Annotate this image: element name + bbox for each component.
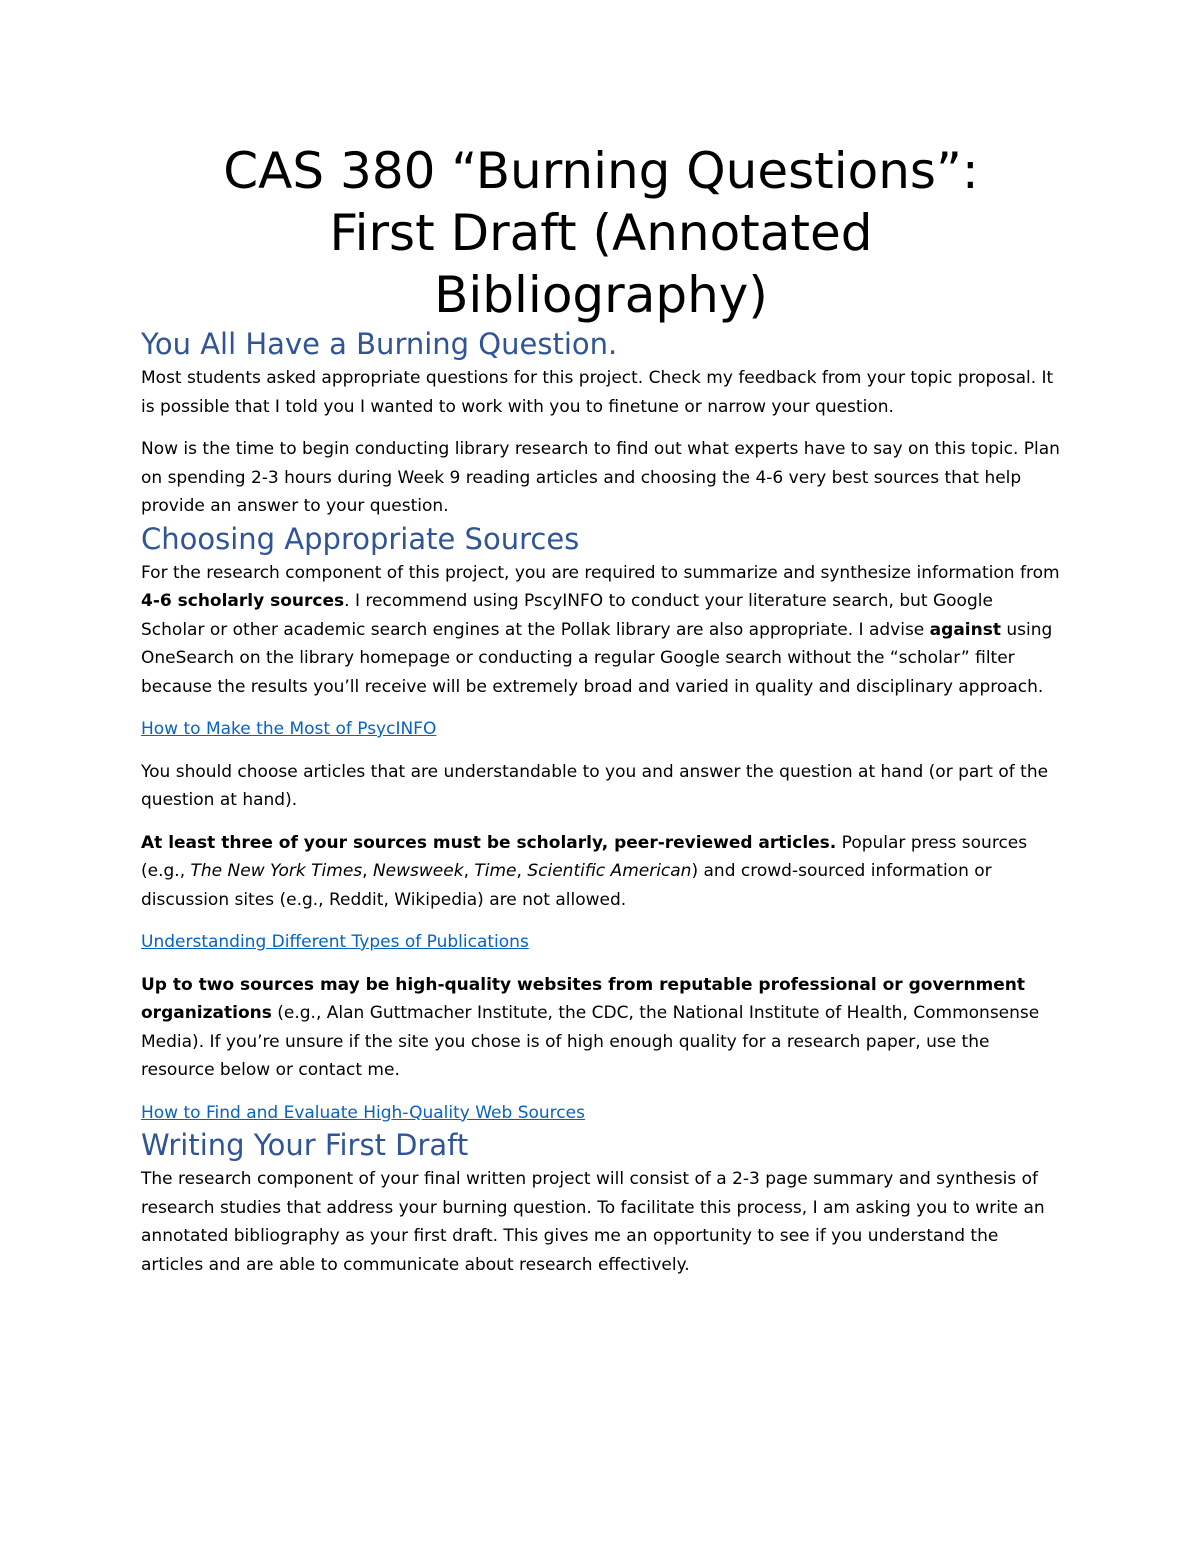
paragraph-library-research: Now is the time to begin conducting library research to find out what experts have to say on this topic. Plan on spending 2-3 hours during Week 9 reading articles and choosing the 4-6 very best sources that help provide an answer to your question. xyxy=(141,439,1060,516)
link-publication-types[interactable]: Understanding Different Types of Publications xyxy=(141,932,529,952)
text-span: (e.g., Alan Guttmacher Institute, the CDC, the National Institute of Health, Commonsense Media). If you’re unsure if the site you chose is of high enough quality for a research paper, use the resource below or contact me. xyxy=(141,1003,1040,1080)
paragraph-annotated-bibliography: The research component of your final written project will consist of a 2-3 page summary and synthesis of research studies that address your burning question. To facilitate this process, I am asking you to write an annotated bibliography as your first draft. This gives me an opportunity to see if you understand the articles and are able to communicate about research effectively. xyxy=(141,1169,1045,1275)
link-web-sources[interactable]: How to Find and Evaluate High-Quality Web Sources xyxy=(141,1102,585,1123)
paragraph-peer-reviewed xyxy=(141,829,1061,915)
text-span: using OneSearch on the library homepage or conducting a regular Google search without the “scholar” filter because the results you’ll receive will be extremely broad and varied in quality and disciplinary approach. xyxy=(141,619,1053,697)
text-span: , xyxy=(362,861,373,881)
text-span: Popular press sources (e.g., xyxy=(141,832,1028,881)
bold-against: against xyxy=(929,619,1001,640)
text-span: . I recommend using PscyINFO to conduct your literature search, but Google Scholar or other academic search engines at the Pollak library are also appropriate. I advise xyxy=(141,591,993,640)
title-line-1: CAS 380 “Burning Questions”: xyxy=(223,142,979,200)
italic-time: Time xyxy=(474,861,517,881)
link-psycinfo[interactable]: How to Make the Most of PsycINFO xyxy=(141,719,437,739)
paragraph-topic-feedback: Most students asked appropriate questions for this project. Check my feedback from your topic proposal. It is possible that I told you I wanted to work with you to finetune or narrow your question. xyxy=(141,368,1054,417)
bold-websites: Up to two sources may be high-quality websites from reputable professional or government organizations xyxy=(141,974,1026,1023)
section-heading-first-draft: Writing Your First Draft xyxy=(141,1128,469,1162)
text-span: , xyxy=(516,861,528,881)
link-paragraph-web-sources xyxy=(141,1099,1061,1128)
document-page xyxy=(141,140,1061,1279)
paragraph-websites xyxy=(141,971,1061,1085)
title-line-3: Bibliography) xyxy=(434,266,768,324)
link-paragraph-publications xyxy=(141,928,1061,957)
text-span: ) and crowd-sourced information or discussion sites (e.g., Reddit, Wikipedia) are not allowed. xyxy=(141,861,992,910)
text-span: For the research component of this project, you are required to summarize and synthesize information from xyxy=(141,562,1060,583)
title-line-2: First Draft (Annotated xyxy=(329,204,873,262)
bold-peer-reviewed: At least three of your sources must be scholarly, peer-reviewed articles. xyxy=(141,832,837,853)
link-paragraph-psycinfo xyxy=(141,715,1061,744)
section-heading-burning-question: You All Have a Burning Question. xyxy=(141,327,618,361)
document-title xyxy=(141,140,1061,326)
paragraph-choose-articles: You should choose articles that are understandable to you and answer the question at hand (or part of the question at hand). xyxy=(141,761,1049,810)
section-heading-choosing-sources: Choosing Appropriate Sources xyxy=(141,521,580,556)
italic-sciam: Scientific American xyxy=(527,861,692,881)
bold-scholarly-sources: 4-6 scholarly sources xyxy=(141,591,345,611)
text-span: , xyxy=(463,861,475,881)
paragraph-research-component xyxy=(141,559,1061,702)
italic-newsweek: Newsweek xyxy=(372,861,464,881)
italic-nyt: The New York Times xyxy=(190,861,363,881)
